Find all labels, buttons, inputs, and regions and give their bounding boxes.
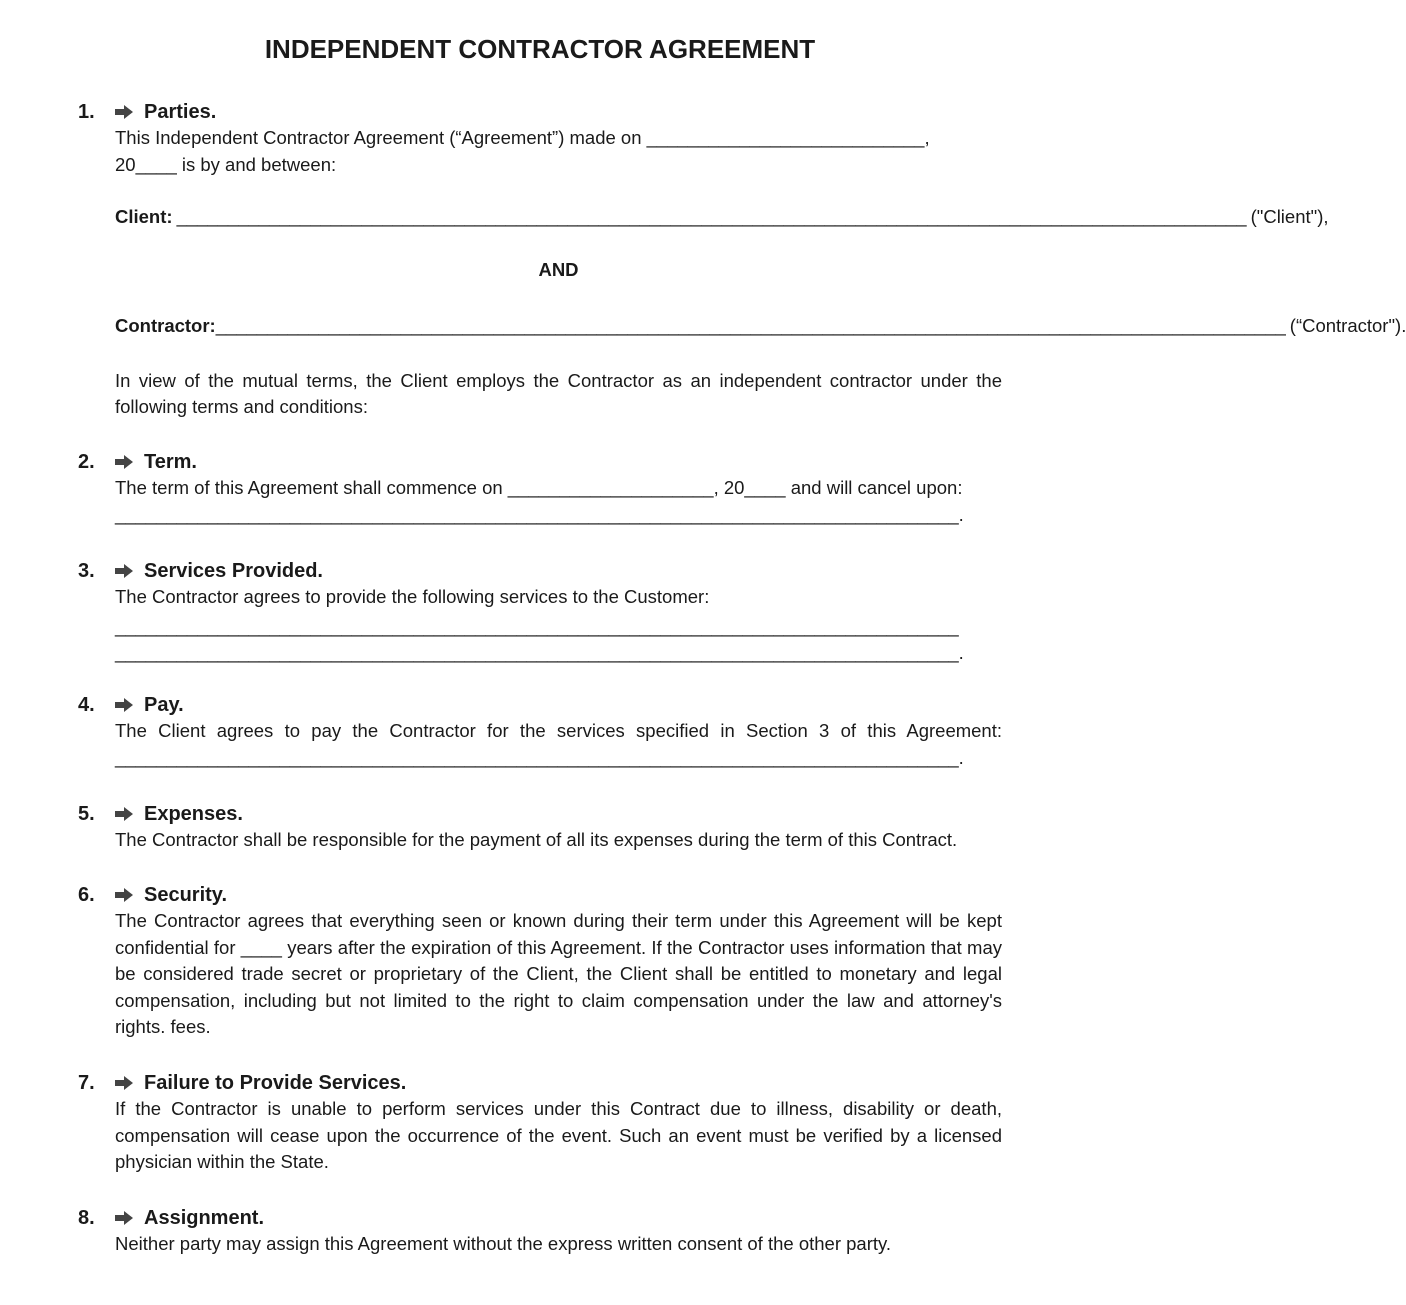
section-heading: Services Provided. (144, 559, 323, 582)
section-parties (78, 99, 1406, 421)
section-number: 3. (78, 559, 95, 582)
client-suffix: ("Client"), (1250, 206, 1329, 227)
failure-text: If the Contractor is unable to perform services under this Contract due to illness, disability or death, compensation will cease upon the occurrence of the event. Such an event must be verified by a licensed physician within the State. (115, 1098, 1002, 1172)
arrow-right-icon (115, 564, 144, 578)
arrow-right-icon (115, 1211, 144, 1225)
section-term (78, 449, 1002, 528)
document-title: INDEPENDENT CONTRACTOR AGREEMENT (264, 34, 816, 64)
section-assignment (78, 1205, 1002, 1258)
client-name-blank[interactable]: ________________________________________________________________________________________________________ (176, 206, 1247, 227)
contractor-suffix: (“Contractor"). (1289, 314, 1406, 336)
arrow-right-icon (115, 1076, 144, 1090)
section-heading: Parties. (144, 100, 217, 123)
section-expenses (78, 801, 1002, 854)
contractor-name-blank[interactable]: ________________________________________________________________________________________________________ (215, 314, 1286, 336)
arrow-right-icon (115, 807, 144, 821)
contractor-label: Contractor: (115, 314, 216, 336)
and-separator: AND (538, 259, 579, 280)
section-services (78, 558, 1002, 667)
parties-intro: This Independent Contractor Agreement (“Agreement”) made on ___________________________, 20____ is by and between: (115, 127, 930, 175)
services-text: The Contractor agrees to provide the following services to the Customer: (115, 586, 710, 607)
section-heading: Expenses. (144, 802, 243, 825)
section-number: 1. (78, 100, 95, 123)
section-number: 2. (78, 450, 95, 473)
arrow-right-icon (115, 455, 144, 469)
section-heading: Assignment. (144, 1206, 265, 1229)
client-label: Client: (115, 206, 173, 227)
section-security (78, 882, 1002, 1041)
assignment-text: Neither party may assign this Agreement without the express written consent of the other party. (115, 1233, 892, 1254)
parties-terms: In view of the mutual terms, the Client employs the Contractor as an independent contractor under the following terms and conditions: (115, 369, 1002, 417)
arrow-right-icon (115, 698, 144, 712)
section-heading: Failure to Provide Services. (144, 1071, 407, 1094)
section-heading: Term. (144, 450, 197, 473)
section-number: 5. (78, 802, 95, 825)
section-number: 6. (78, 883, 95, 906)
term-text: The term of this Agreement shall commence on ____________________, 20____ and will cancel upon: (115, 477, 963, 498)
security-text: The Contractor agrees that everything seen or known during their term under this Agreement will be kept confidential for ____ years after the expiration of this Agreement. If the Contractor uses information that may be considered trade secret or proprietary of the Client, the Client shall be entitled to monetary and legal compensation, including but not limited to the right to claim compensation under the law and attorney's rights. fees. (115, 910, 1002, 1037)
arrow-right-icon (115, 105, 144, 119)
section-number: 4. (78, 693, 95, 716)
services-blank-2[interactable]: __________________________________________________________________________________. (115, 642, 964, 663)
section-failure (78, 1070, 1002, 1176)
section-number: 7. (78, 1071, 95, 1094)
services-blank-1[interactable]: __________________________________________________________________________________ (115, 615, 959, 637)
term-cancel-blank[interactable]: __________________________________________________________________________________. (115, 503, 964, 525)
arrow-right-icon (115, 888, 144, 902)
pay-blank[interactable]: __________________________________________________________________________________. (115, 746, 964, 768)
section-pay (78, 692, 1002, 771)
pay-text: The Client agrees to pay the Contractor for the services specified in Section 3 of this Agreement: (115, 720, 1002, 741)
section-number: 8. (78, 1206, 95, 1229)
section-heading: Security. (144, 883, 227, 906)
expenses-text: The Contractor shall be responsible for the payment of all its expenses during the term of this Contract. (115, 829, 958, 850)
section-heading: Pay. (144, 693, 184, 716)
